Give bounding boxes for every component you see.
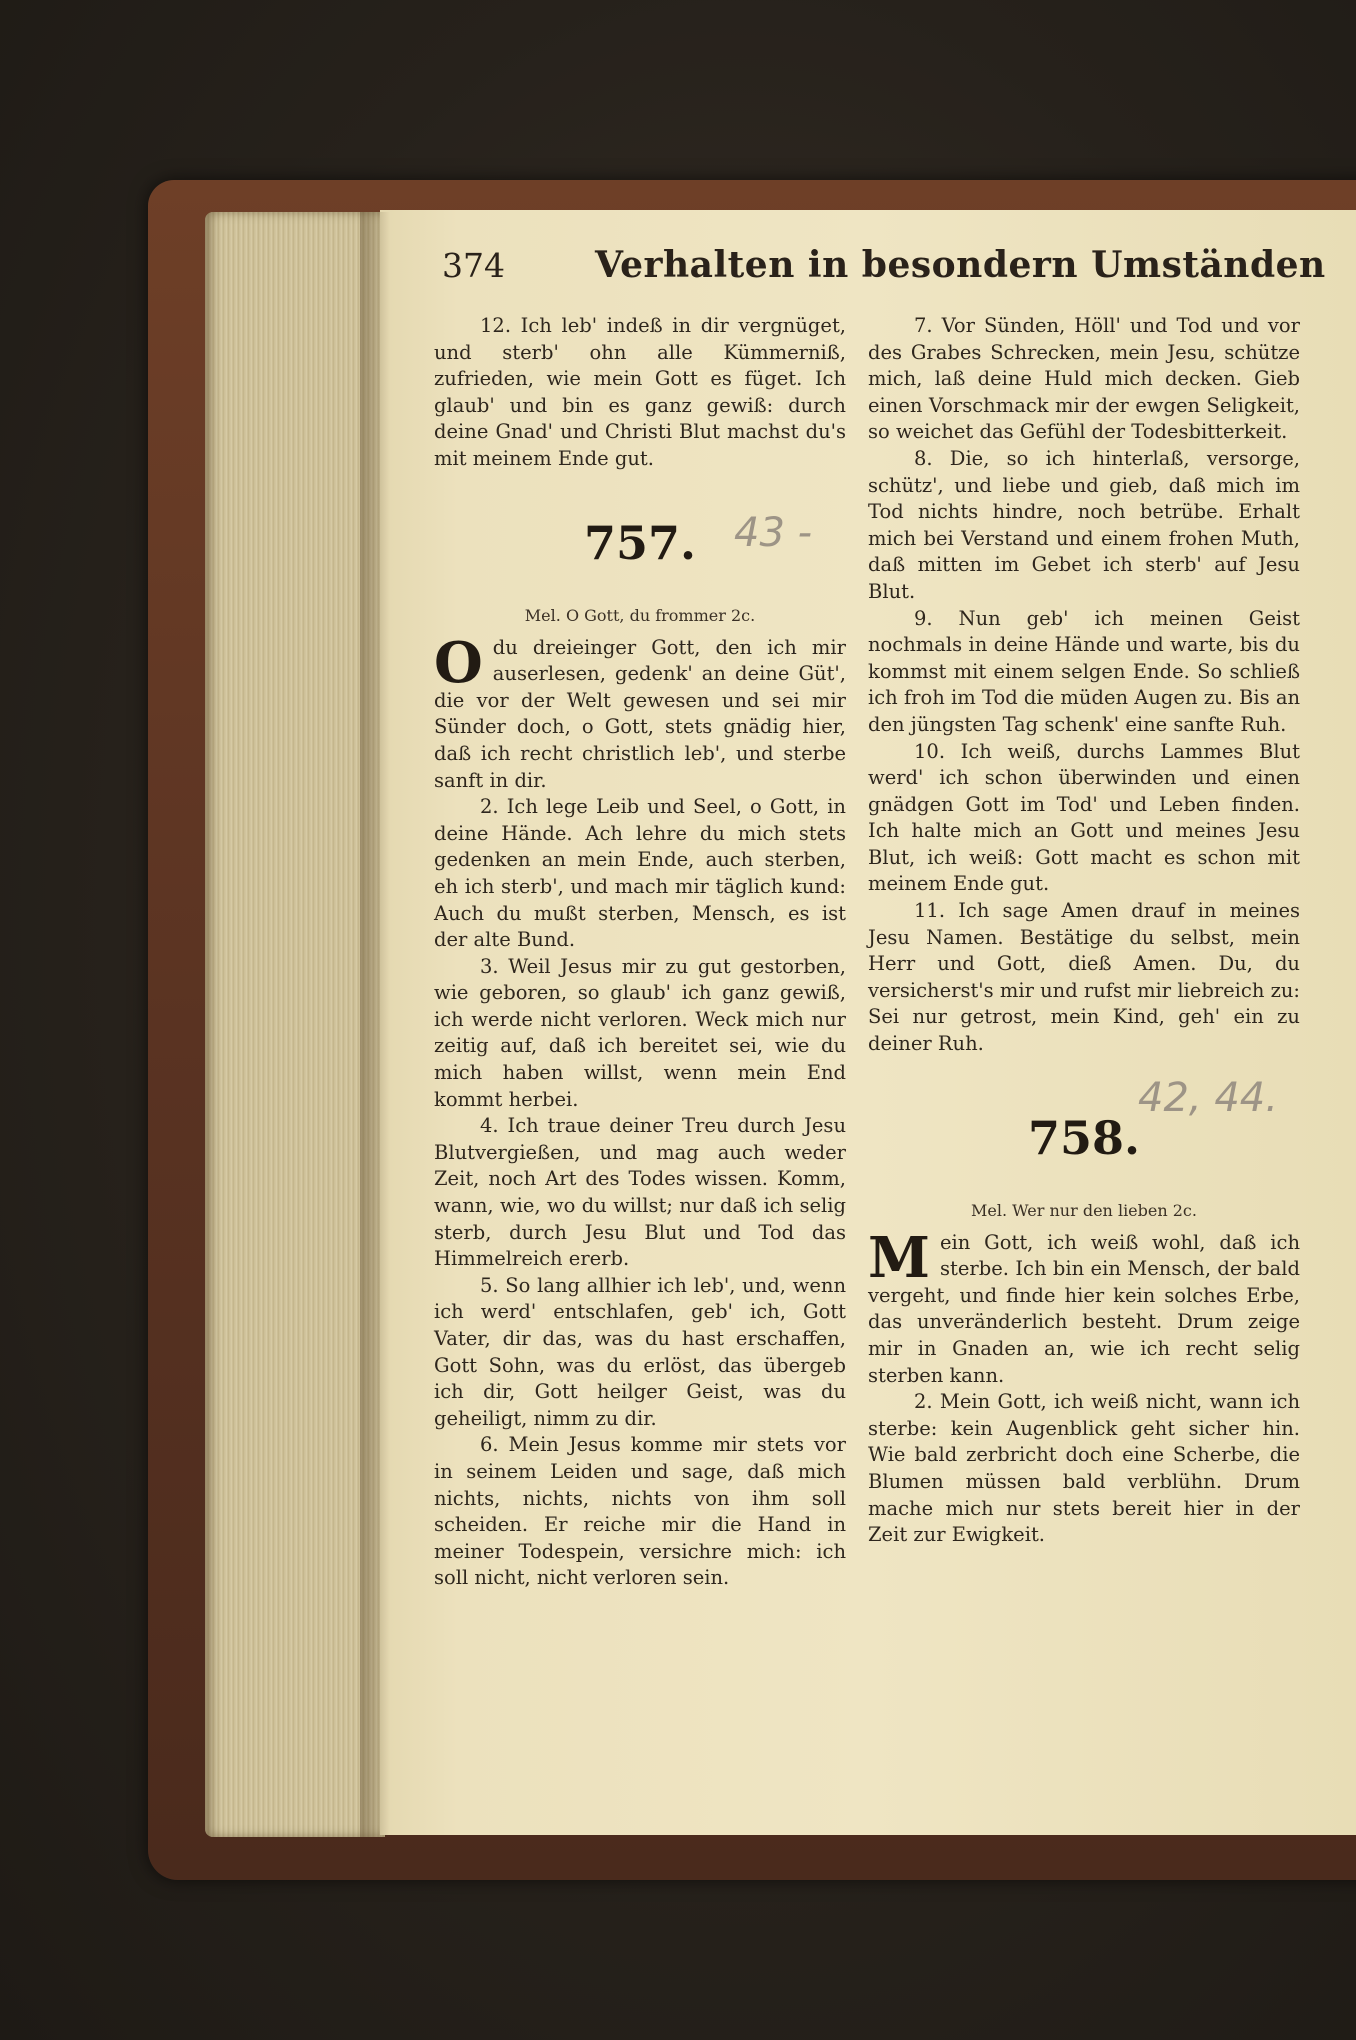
hymn-number-758-text: 758. xyxy=(1027,1110,1141,1165)
verse-8: 8. Die, so ich hinterlaß, versorge, schütz', und liebe und gieb, daß mich im Tod nichts hindre, noch betrübe. Erhalt mich bei Verstand und einem frohen Muth, daß mitten im Gebet ich sterb' auf Jesu Blut. xyxy=(868,446,1300,603)
page-edges xyxy=(205,212,385,1837)
handwritten-annotation-757: 43 - xyxy=(734,509,813,556)
verse-10: 10. Ich weiß, durchs Lammes Blut werd' ich schon überwinden und einen gnädgen Gott im Tod' und Leben finden. Ich halte mich an Gott und meines Jesu Blut, ich weiß: Gott macht es schon mit meinem Ende gut. xyxy=(868,739,1300,896)
hymn-number-757 xyxy=(434,509,846,573)
right-column xyxy=(868,313,1300,1549)
verse-1-text-758: ein Gott, ich weiß wohl, daß ich sterbe. Ich bin ein Mensch, der bald vergeht, und finde hier kein solches Erbe, das unveränderlich besteht. Drum zeige mir in Gnaden an, wie ich recht selig sterben kann. xyxy=(868,1230,1300,1387)
melody-757: Mel. O Gott, du frommer 2c. xyxy=(524,605,756,625)
melody-758: Mel. Wer nur den lieben 2c. xyxy=(971,1200,1197,1220)
verse-7: 7. Vor Sünden, Höll' und Tod und vor des Grabes Schrecken, mein Jesu, schütze mich, laß deine Huld mich decken. Gieb einen Vorschmack mir der ewgen Seligkeit, so weichet das Gefühl der Todesbitterkeit. xyxy=(868,314,1300,444)
gutter-shadow xyxy=(360,212,390,1837)
handwritten-annotation-758: 42, 44. xyxy=(1138,1074,1278,1121)
verse-2-758: 2. Mein Gott, ich weiß nicht, wann ich sterbe: kein Augenblick geht sicher hin. Wie bald zerbricht doch eine Scherbe, die Blumen müssen bald verblühn. Drum mache mich nur stets bereit hier in der Zeit zur Ewigkeit. xyxy=(868,1390,1300,1547)
verse-11: 11. Ich sage Amen drauf in meines Jesu Namen. Bestätige du selbst, mein Herr und Gott, dieß Amen. Du, du versicherst's mir und rufst mir liebreich zu: Sei nur getrost, mein Kind, geh' ein zu deiner Ruh. xyxy=(868,899,1300,1056)
verse-2: 2. Ich lege Leib und Seel, o Gott, in deine Hände. Ach lehre du mich stets gedenken an mein Ende, auch sterben, eh ich sterb', und mach mir täglich kund: Auch du mußt sterben, Mensch, es ist der alte Bund. xyxy=(434,795,846,952)
hymn-758-verse-1 xyxy=(868,1224,1300,1390)
verse-12: 12. Ich leb' indeß in dir vergnüget, und sterb' ohn alle Kümmerniß, zufrieden, wie mein Gott es füget. Ich glaub' und bin es ganz gewiß: durch deine Gnad' und Christi Blut machst du's mit meinem Ende gut. xyxy=(434,314,846,470)
page-number: 374 xyxy=(442,246,505,285)
left-column xyxy=(434,313,846,1592)
verse-3: 3. Weil Jesus mir zu gut gestorben, wie geboren, so glaub' ich ganz gewiß, ich werde nicht verloren. Weck mich nur zeitig auf, daß ich bereitet sei, wie du mich haben willst, wenn mein End kommt herbei. xyxy=(434,954,846,1111)
verse-9: 9. Nun geb' ich meinen Geist nochmals in deine Hände und warte, bis du kommst mit einem selgen Ende. So schließ ich froh im Tod die müden Augen zu. Bis an den jüngsten Tag schenk' eine sanfte Ruh. xyxy=(868,606,1300,736)
verse-4: 4. Ich traue deiner Treu durch Jesu Blutvergießen, und mag auch weder Zeit, noch Art des Todes wissen. Komm, wann, wie, wo du willst; nur daß ich selig sterb, durch Jesu Blut und Tod das Himmelreich ererb. xyxy=(434,1114,846,1271)
hymn-757-verse-1 xyxy=(434,629,846,795)
hymn-number-758 xyxy=(868,1074,1300,1168)
drop-cap-758: M xyxy=(868,1224,930,1291)
page-header: Verhalten in besondern Umständen xyxy=(595,244,1326,286)
verse-6: 6. Mein Jesus komme mir stets vor in seinem Leiden und sage, daß mich nichts, nichts, nichts von ihm soll scheiden. Er reiche mir die Hand in meiner Todespein, versichre mich: ich soll nicht, nicht verloren sein. xyxy=(434,1433,846,1590)
drop-cap-757: O xyxy=(434,629,483,696)
hymn-number-757-text: 757. xyxy=(583,515,697,570)
verse-5: 5. So lang allhier ich leb', und, wenn ich werd' entschlafen, geb' ich, Gott Vater, dir das, was du hast erschaffen, Gott Sohn, was du erlöst, das übergeb ich dir, Gott heilger Geist, was du geheiligt, nimm zu dir. xyxy=(434,1273,846,1430)
verse-1-text: du dreieinger Gott, den ich mir auserlesen, gedenk' an deine Güt', die vor der Welt gewesen und sei mir Sünder doch, o Gott, stets gnädig hier, daß ich recht christlich leb', und sterbe sanft in dir. xyxy=(434,635,846,792)
